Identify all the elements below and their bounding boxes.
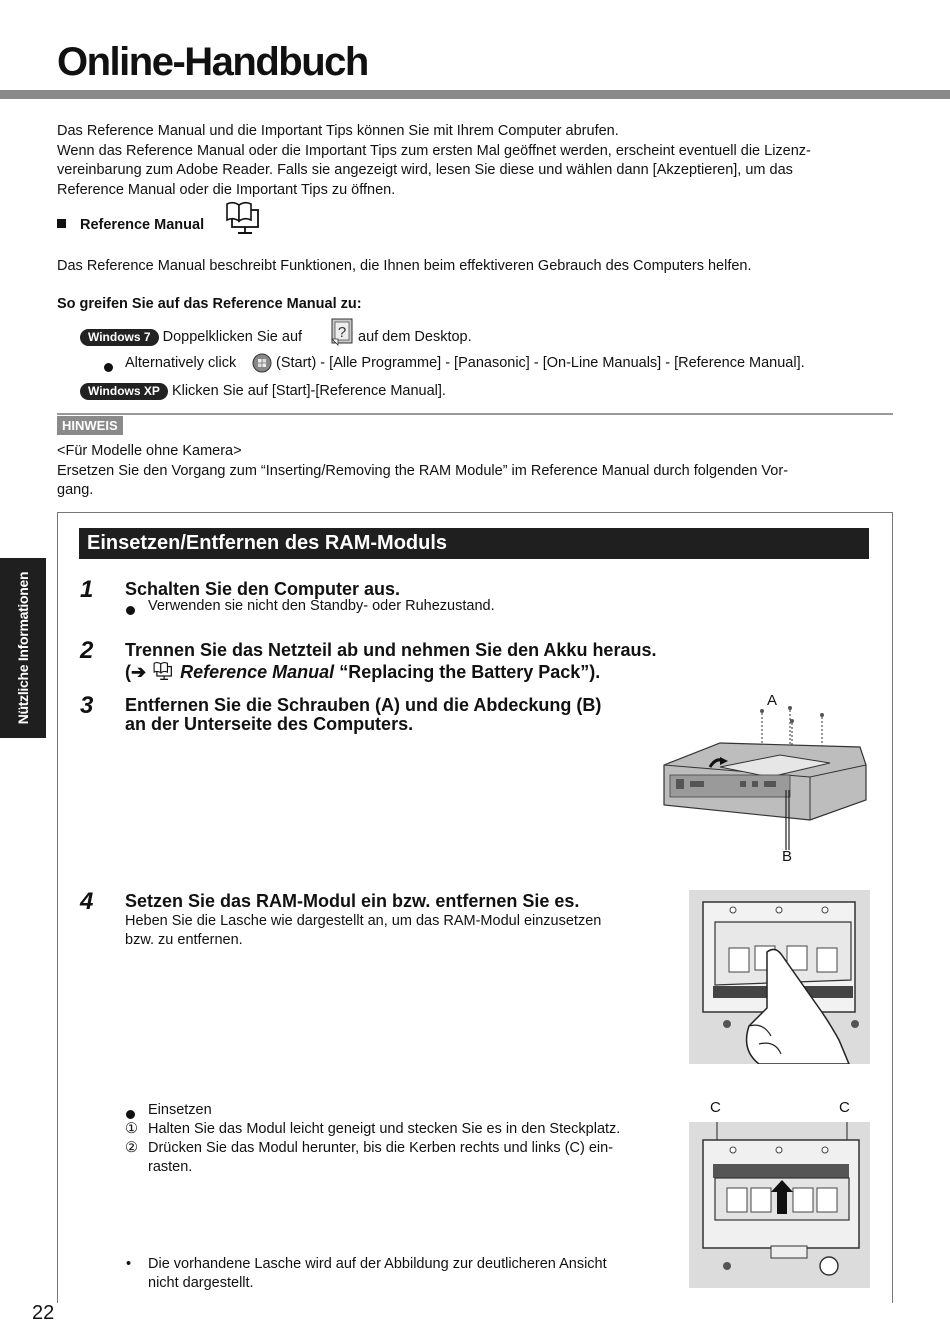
- side-tab: [0, 558, 46, 738]
- step-number: 2: [80, 637, 94, 664]
- reference-manual-heading: [57, 216, 204, 236]
- intro-line: vereinbarung zum Adobe Reader. Falls sie angezeigt wird, lesen Sie diese und wählen dann [Akzeptieren], um das: [57, 162, 793, 178]
- arrow-right-icon: ➔: [131, 662, 147, 682]
- label-c-right: C: [839, 1099, 850, 1116]
- square-bullet-icon: [57, 219, 66, 228]
- hinweis-line: gang.: [57, 482, 94, 498]
- windowsxp-badge: Windows XP: [80, 383, 168, 400]
- svg-text:?: ?: [337, 324, 347, 341]
- windowsxp-text: Klicken Sie auf [Start]-[Reference Manual].: [171, 383, 446, 399]
- windows7-text-a: Doppelklicken Sie auf: [162, 329, 303, 345]
- page-title: Online-Handbuch: [57, 40, 368, 84]
- intro-line: Wenn das Reference Manual oder die Important Tips zum ersten Mal geöffnet werden, erscheint eventuell die Lizenz-: [57, 142, 811, 159]
- einsetzen-item: Drücken Sie das Modul herunter, bis die Kerben rechts und links (C) ein-: [148, 1140, 614, 1156]
- step-title: an der Unterseite des Computers.: [125, 714, 414, 734]
- hinweis-text: [57, 442, 897, 501]
- step-bullet-text: Verwenden sie nicht den Standby- oder Ruhezustand.: [148, 598, 495, 614]
- note-bullet: •: [126, 1256, 132, 1272]
- windows7-line: [80, 328, 302, 348]
- step-title: Trennen Sie das Netzteil ab und nehmen Sie den Akku heraus.: [125, 640, 657, 660]
- list-number: ②: [125, 1140, 138, 1156]
- note-text: nicht dargestellt.: [148, 1275, 254, 1291]
- intro-line: Das Reference Manual und die Important Tips können Sie mit Ihrem Computer abrufen.: [57, 123, 619, 139]
- laptop-underside-illustration: [660, 705, 872, 850]
- alt-text-b: (Start) - [Alle Programme] - [Panasonic] - [On-Line Manuals] - [Reference Manual].: [276, 355, 805, 371]
- windows-start-orb-icon: [252, 353, 272, 373]
- step-title: Setzen Sie das RAM-Modul ein bzw. entfernen Sie es.: [125, 891, 580, 911]
- hinweis-rule: [57, 413, 893, 415]
- reference-manual-heading-text: Reference Manual: [80, 217, 205, 233]
- access-heading: So greifen Sie auf das Reference Manual zu:: [57, 296, 362, 312]
- label-c-left: C: [710, 1099, 721, 1116]
- step-text: Heben Sie die Lasche wie dargestellt an, um das RAM-Modul einzusetzen: [125, 913, 602, 929]
- title-rule: [0, 90, 950, 99]
- hinweis-badge: HINWEIS: [57, 416, 123, 435]
- step-reference: [125, 661, 600, 682]
- einsetzen-label: Einsetzen: [148, 1102, 212, 1118]
- step-title: Entfernen Sie die Schrauben (A) und die Abdeckung (B): [125, 695, 602, 715]
- einsetzen-item: Halten Sie das Modul leicht geneigt und stecken Sie es in den Steckplatz.: [148, 1121, 621, 1137]
- manual-shortcut-icon: [329, 317, 355, 347]
- step-text: bzw. zu entfernen.: [125, 932, 243, 948]
- alt-text-a: Alternatively click: [125, 355, 237, 371]
- page-number: 22: [32, 1302, 55, 1324]
- note-text: Die vorhandene Lasche wird auf der Abbildung zur deutlicheren Ansicht: [148, 1256, 607, 1272]
- windows7-badge: Windows 7: [80, 329, 159, 346]
- reference-rest: “Replacing the Battery Pack”).: [339, 662, 601, 682]
- hinweis-line: Ersetzen Sie den Vorgang zum “Inserting/Removing the RAM Module” im Reference Manual durch folgenden Vor-: [57, 462, 789, 479]
- step1-bullet-dot: [126, 602, 135, 620]
- hinweis-line: <Für Modelle ohne Kamera>: [57, 443, 242, 459]
- intro-line: Reference Manual oder die Important Tips zu öffnen.: [57, 181, 396, 198]
- step-number: 4: [80, 888, 94, 915]
- ram-lift-illustration: [689, 890, 870, 1064]
- book-monitor-icon: [224, 200, 262, 236]
- windowsxp-line: [80, 382, 446, 402]
- procedure-box-title: Einsetzen/Entfernen des RAM-Moduls: [79, 528, 869, 559]
- reference-manual-name: Reference Manual: [180, 662, 335, 682]
- list-number: ①: [125, 1121, 138, 1137]
- einsetzen-item: rasten.: [148, 1159, 193, 1175]
- step-number: 1: [80, 576, 94, 603]
- reference-open: (: [125, 662, 131, 682]
- step-number: 3: [80, 692, 94, 719]
- windows7-text-b: auf dem Desktop.: [358, 329, 472, 345]
- intro-paragraph: [57, 122, 917, 200]
- label-b: B: [782, 848, 793, 865]
- label-a: A: [767, 692, 778, 709]
- ram-insert-illustration: [689, 1122, 870, 1288]
- book-monitor-icon: [151, 661, 175, 681]
- step-title: Schalten Sie den Computer aus.: [125, 579, 401, 599]
- alt-bullet-dot: [104, 359, 113, 377]
- reference-manual-description: Das Reference Manual beschreibt Funktionen, die Ihnen beim effektiveren Gebrauch des Computers helfen.: [57, 258, 752, 274]
- side-tab-label: Nützliche Informationen: [15, 571, 31, 725]
